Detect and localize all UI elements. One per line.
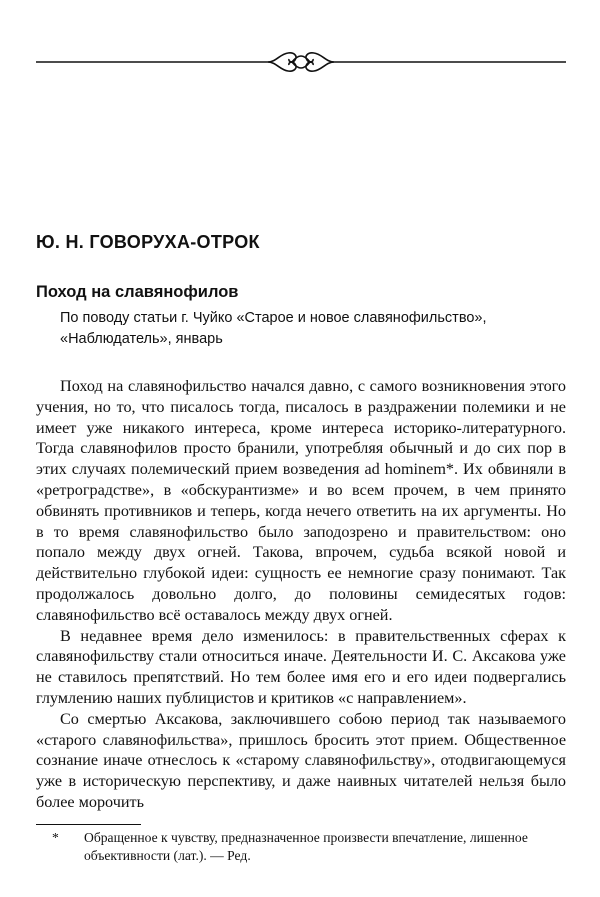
article-body xyxy=(36,376,566,813)
footnote-text: Обращенное к чувству, предназначенное произвести впечатление, лишенное объективности (лат.). — Ред. xyxy=(84,830,528,863)
article-subtitle: По поводу статьи г. Чуйко «Старое и новое славянофильство», «Наблюдатель», январь xyxy=(60,310,487,347)
article-title: Поход на славянофилов xyxy=(36,283,239,301)
author-heading: Ю. Н. ГОВОРУХА-ОТРОК xyxy=(36,232,260,252)
paragraph-3: Со смертью Аксакова, заключившего собою период так называемого «старого славянофильства», пришлось бросить этот прием. Общественное сознание иначе отнеслось к «старому славянофильству», отодвигающемуся уже в историческую перспективу, и даже наивных читателей нельзя было более морочить xyxy=(36,709,566,811)
paragraph-2: В недавнее время дело изменилось: в правительственных сферах к славянофильству стали относиться иначе. Деятельности И. С. Аксакова уже не ставилось препятствий. Но тем более имя его и его идеи подвергались глумлению наших публицистов и критиков «с направлением». xyxy=(36,626,566,707)
footnote-marker: * xyxy=(52,830,59,845)
paragraph-1: Поход на славянофильство начался давно, с самого возникновения этого учения, но то, что писалось тогда, писалось в раздражении полемики и не имеет уже никакого интереса, кроме интереса историко-литературного. Тогда славянофилов просто бранили, употребляя обычный и до сих пор в этих случаях полемический прием возведения ad hominem*. Их обвиняли в «ретроградстве», в «обскурантизме» и во всем прочем, в чем принято обвинять противников и теперь, когда нечего ответить на их аргументы. Но в то время славянофильство было заподозрено и правительством: оно попало между двух огней. Такова, впрочем, судьба всякой новой и действительно глубокой идеи: сущность ее немногие сразу понимают. Так продолжалось довольно долго, до половины семидесятых годов: славянофильство всё оставалось между двух огней. xyxy=(36,377,566,624)
footnote xyxy=(52,829,566,865)
footnote-divider xyxy=(36,824,141,825)
scroll-divider-ornament-icon xyxy=(36,40,566,84)
